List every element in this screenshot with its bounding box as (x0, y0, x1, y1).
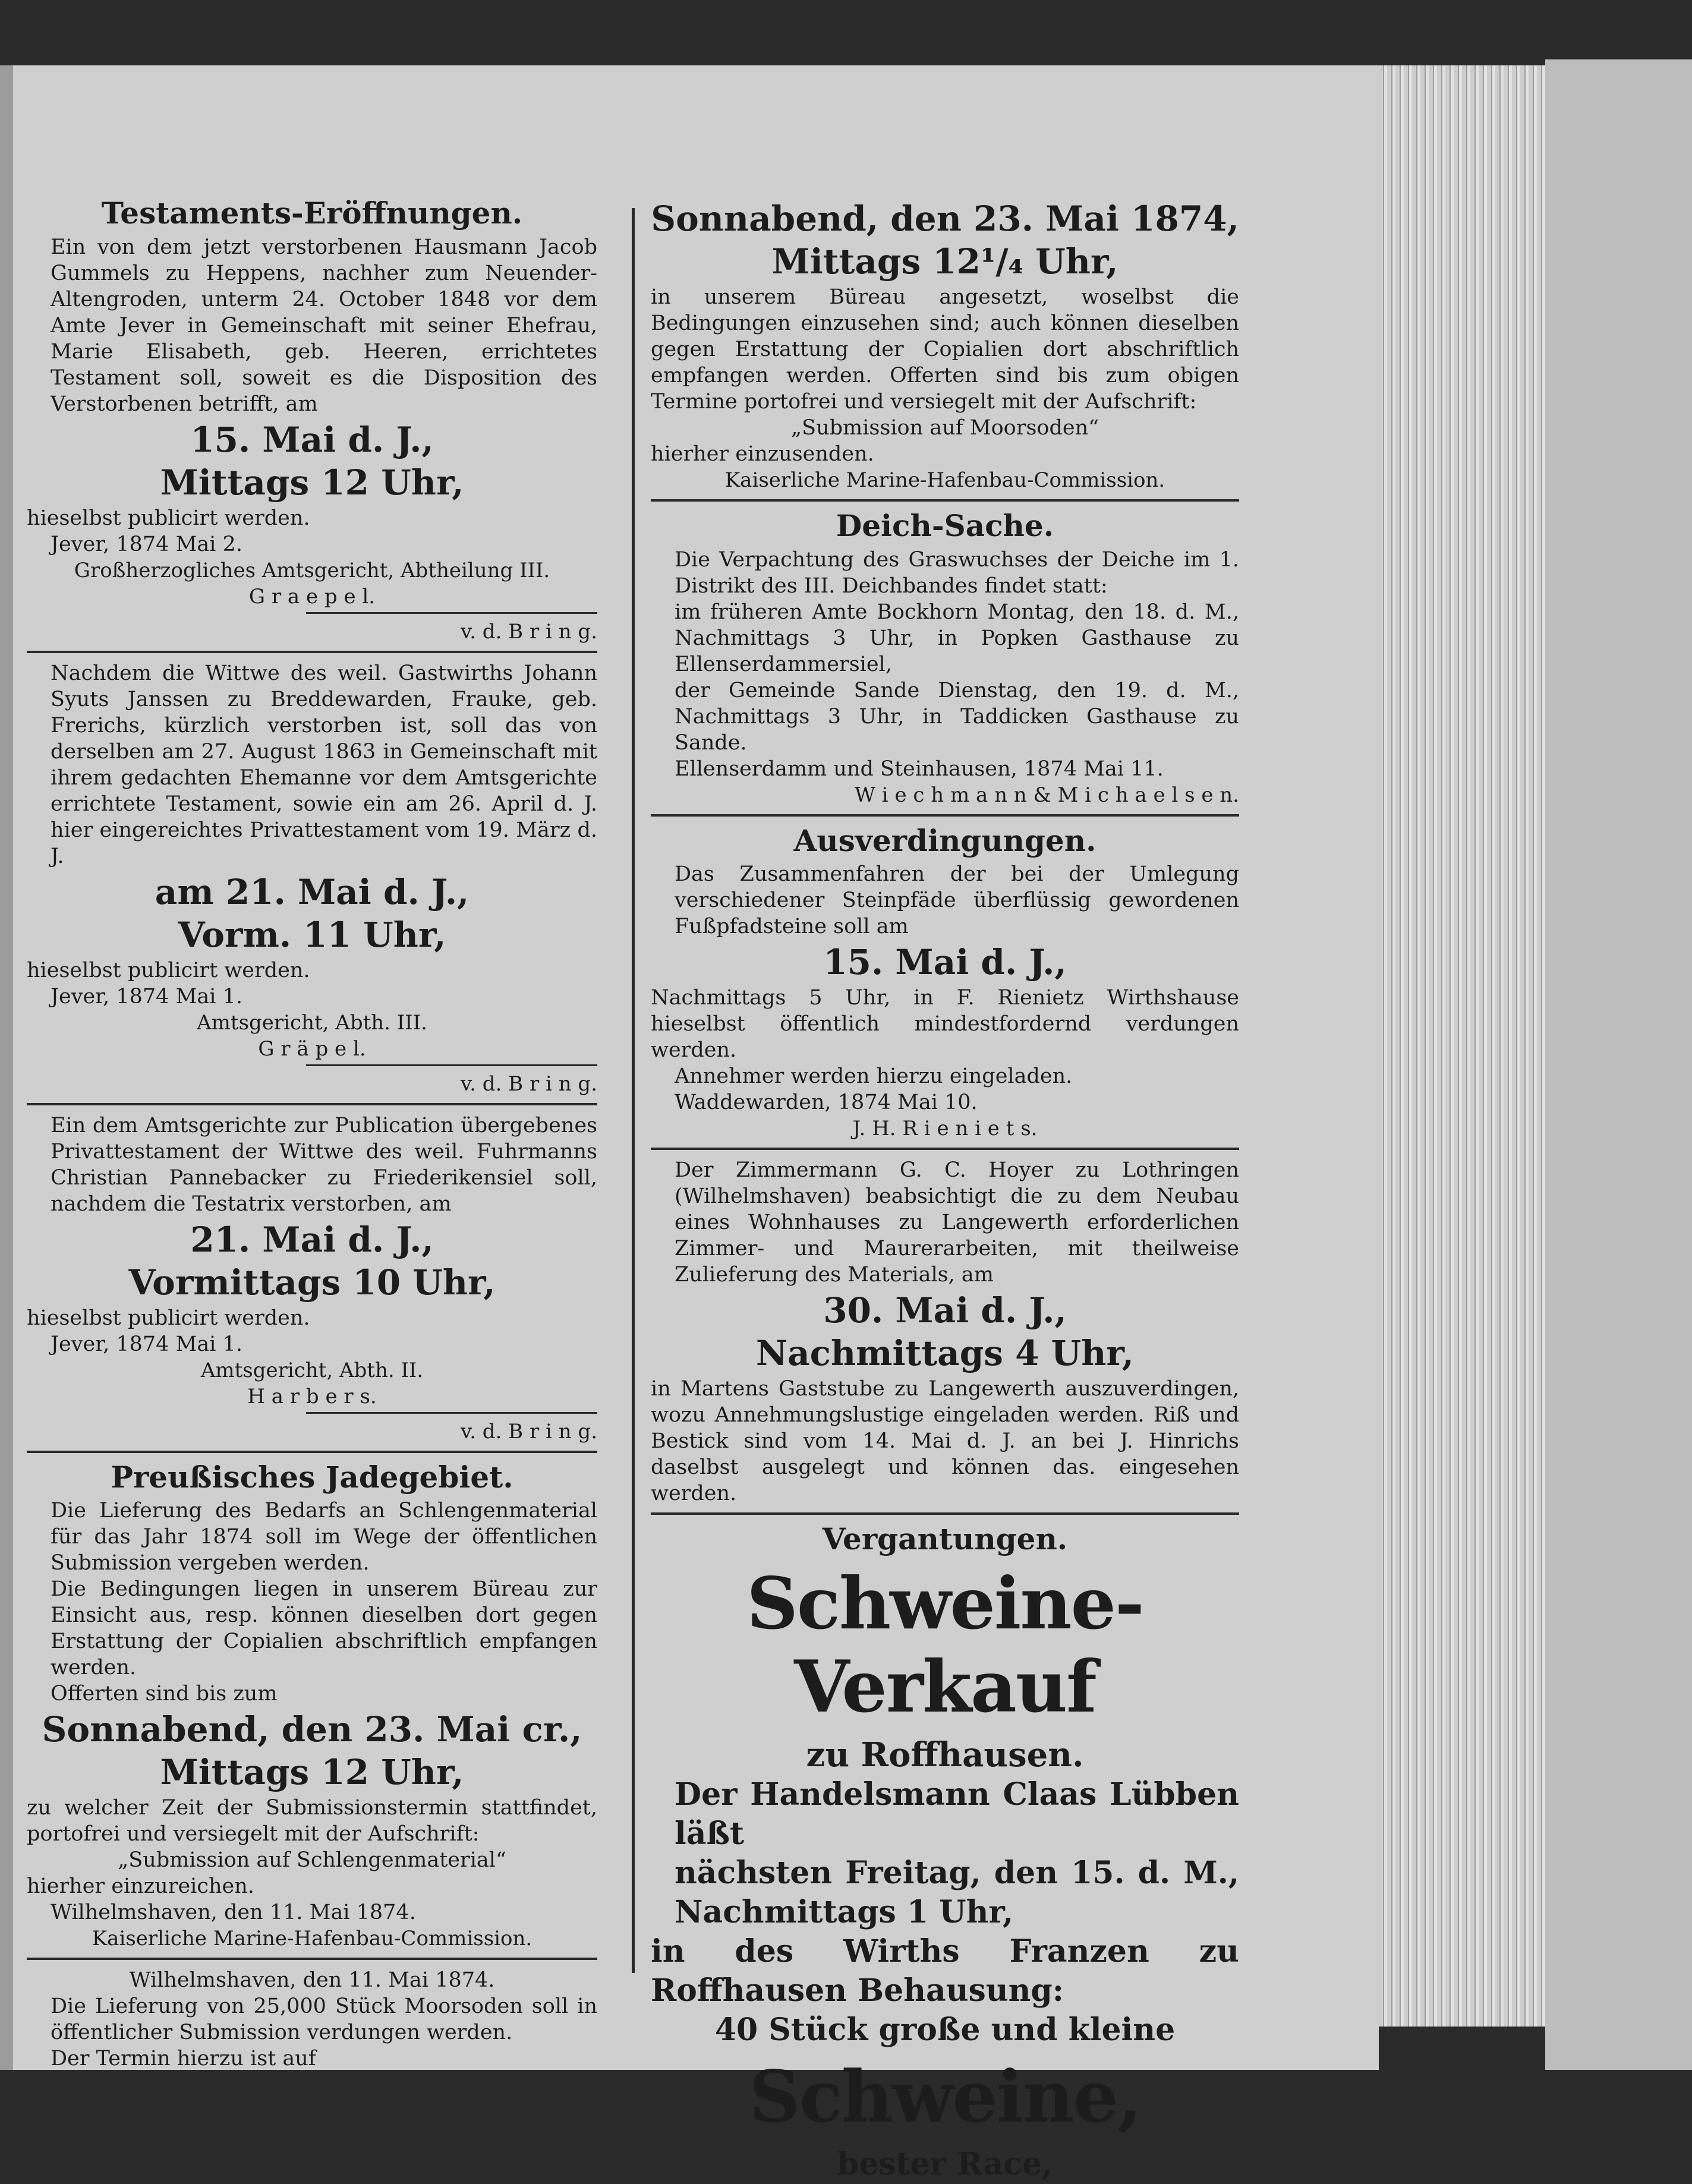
moor-p2: Der Termin hierzu ist auf (51, 2047, 316, 2070)
deich-sign: W i e c h m a n n & M i c h a e l s e n. (855, 783, 1239, 807)
notice-time: Vorm. 11 Uhr, (178, 914, 446, 955)
vergant-p1: Der Handelsmann Claas Lübben läßt (675, 1776, 1239, 1852)
book-cover (1545, 59, 1692, 2070)
right-column (651, 196, 1239, 2184)
testament-heading: Testaments-Eröffnungen. (101, 196, 523, 231)
section-rule (27, 1958, 597, 1960)
zimmer-time: Nachmittags 4 Uhr, (756, 1333, 1134, 1373)
jade-time: Mittags 12 Uhr, (160, 1752, 464, 1792)
deich-p2: im früheren Amte Bockhorn Montag, den 18. d. M., Nachmittags 3 Uhr, in Popken Gasthause zu Ellenserdammersiel, (675, 600, 1239, 676)
moor-date: Sonnabend, den 23. Mai 1874, (651, 198, 1239, 239)
notice-after: hieselbst publicirt werden. (27, 958, 310, 982)
notice-judge: H a r b e r s. (247, 1384, 377, 1408)
ausverd-heading: Ausverdingungen. (793, 822, 1097, 858)
notice-judge: G r ä p e l. (258, 1036, 366, 1061)
jade-quote: „Submission auf Schlengenmaterial“ (118, 1848, 506, 1872)
notice-judge: G r a e p e l. (248, 584, 376, 609)
notice-place: Jever, 1874 Mai 1. (51, 984, 242, 1009)
vergant-headline: Schweine-Verkauf (746, 1561, 1143, 1729)
ausverd-place: Waddewarden, 1874 Mai 10. (675, 1091, 978, 1114)
section-rule (651, 1512, 1239, 1515)
vergant-heading: Vergantungen. (822, 1521, 1068, 1556)
notice-place: Jever, 1874 Mai 1. (51, 1332, 242, 1356)
notice-time: Mittags 12 Uhr, (160, 462, 464, 503)
ausverd-p1: Das Zusammenfahren der bei der Umlegung verschiedener Steinpfäde überflüssig gewordenen Fußpfadsteine soll am (675, 862, 1239, 938)
section-rule (27, 1103, 597, 1105)
jade-date: Sonnabend, den 23. Mai cr., (42, 1709, 582, 1750)
vergant-p5: bester Race, (837, 2145, 1053, 2182)
notice-body: Ein von dem jetzt verstorbenen Hausmann Jacob Gummels zu Heppens, nachher zum Neuender-Altengroden, unterm 24. October 1848 vor dem Amte Jever in Gemeinschaft mit seiner Ehefrau, Marie Elisabeth, geb. Heeren, errichtetes Testament soll, soweit es die Disposition des Verstorbenen betrifft, am (51, 235, 597, 416)
column-divider (632, 208, 635, 1973)
notice-body: Ein dem Amtsgerichte zur Publication übergebenes Privattestament der Wittwe des weil. Fuhrmanns Christian Pannebacker zu Friederikensiel soll, nachdem die Testatrix verstorben, am (51, 1113, 597, 1216)
jade-p3: Offerten sind bis zum (51, 1682, 278, 1706)
vergant-animal: Schweine, (749, 2054, 1141, 2139)
moor-sign: Kaiserliche Marine-Hafenbau-Commission. (724, 468, 1165, 492)
jade-p1: Die Lieferung des Bedarfs an Schlengenmaterial für das Jahr 1874 soll im Wege der öffentlichen Submission vergeben werden. (51, 1499, 597, 1575)
deich-heading: Deich-Sache. (836, 508, 1054, 543)
jade-place: Wilhelmshaven, den 11. Mai 1874. (51, 1901, 416, 1924)
jade-p4: zu welcher Zeit der Submissionstermin stattfindet, portofrei und versiegelt mit der Aufschrift: (27, 1796, 597, 1846)
binding-gutter (0, 65, 13, 2070)
ausverd-notice (651, 824, 1239, 1142)
section-rule (27, 651, 597, 653)
zimmer-notice (651, 1157, 1239, 1507)
notice-court: Großherzogliches Amtsgericht, Abtheilung III. (74, 558, 550, 582)
testament-notice-3 (27, 1113, 597, 1445)
section-rule (27, 1451, 597, 1453)
ausverd-date: 15. Mai d. J., (823, 942, 1067, 982)
jade-notice (27, 1460, 597, 1952)
left-column (27, 196, 597, 2072)
notice-clerk: v. d. B r i n g. (461, 1071, 597, 1096)
notice-date: 21. Mai d. J., (190, 1219, 434, 1260)
notice-clerk: v. d. B r i n g. (461, 619, 597, 644)
section-rule (651, 814, 1239, 817)
moor-cont-p1: in unserem Büreau angesetzt, woselbst die Bedingungen einzusehen sind; auch können dieselben gegen Erstattung der Copialien dort abschriftlich empfangen werden. Offerten sind bis zum obigen Termine portofrei und versiegelt mit der Aufschrift: (651, 285, 1239, 414)
ausverd-p3: Annehmer werden hierzu eingeladen. (675, 1064, 1073, 1088)
moor-notice (27, 1967, 597, 2072)
moor-notice-continued (651, 198, 1239, 493)
notice-court: Amtsgericht, Abth. III. (197, 1010, 427, 1035)
notice-clerk: v. d. B r i n g. (461, 1419, 597, 1444)
vergant-p4: 40 Stück große und kleine (714, 2011, 1176, 2048)
notice-time: Vormittags 10 Uhr, (128, 1262, 496, 1303)
section-rule (651, 499, 1239, 502)
vergant-notice (651, 1522, 1239, 2184)
notice-body: Nachdem die Wittwe des weil. Gastwirths Johann Syuts Janssen zu Breddewarden, Frauke, geb. Frerichs, kürzlich verstorben ist, soll das von derselben am 27. August 1863 in Gemeinschaft mit ihrem gedachten Ehemanne vor dem Amtsgerichte errichtete Testament, sowie ein am 26. April d. J. hier eingereichtes Privattestament vom 19. März d. J. (51, 661, 597, 868)
signature-rule (306, 1064, 597, 1066)
testament-notice-2 (27, 660, 597, 1097)
jade-p5: hierher einzureichen. (27, 1874, 254, 1898)
moor-time: Mittags 12¹/₄ Uhr, (771, 241, 1118, 282)
notice-court: Amtsgericht, Abth. II. (200, 1358, 424, 1382)
deich-p3: der Gemeinde Sande Dienstag, den 19. d. M., Nachmittags 3 Uhr, in Taddicken Gasthause zu Sande. (675, 678, 1239, 755)
zimmer-date: 30. Mai d. J., (823, 1290, 1067, 1331)
vergant-sub: zu Roffhausen. (806, 1735, 1084, 1775)
notice-date: am 21. Mai d. J., (155, 871, 470, 912)
signature-rule (306, 612, 597, 614)
vergant-p3: in des Wirths Franzen zu Roffhausen Behausung: (651, 1933, 1239, 2009)
ausverd-p2: Nachmittags 5 Uhr, in F. Rienietz Wirthshause hieselbst öffentlich mindestfordernd verdungen werden. (651, 986, 1239, 1062)
moor-place: Wilhelmshaven, den 11. Mai 1874. (129, 1968, 495, 1992)
ausverd-sign: J. H. R i e n i e t s. (852, 1117, 1038, 1140)
moor-p1: Die Lieferung von 25,000 Stück Moorsoden soll in öffentlicher Submission verdungen werden. (51, 1994, 597, 2044)
notice-after: hieselbst publicirt werden. (27, 506, 310, 530)
moor-quote: „Submission auf Moorsoden“ (790, 416, 1099, 440)
moor-cont-p2: hierher einzusenden. (651, 442, 874, 466)
signature-rule (306, 1412, 597, 1414)
notice-place: Jever, 1874 Mai 2. (51, 532, 242, 556)
testament-notice-1 (27, 234, 597, 645)
zimmer-p2: in Martens Gaststube zu Langewerth auszuverdingen, wozu Annehmungslustige eingeladen werden. Riß und Bestick sind vom 14. Mai d. J. an bei J. Hinrichs daselbst ausgelegt und können das. eingesehen werden. (651, 1377, 1239, 1505)
section-rule (651, 1148, 1239, 1150)
deich-p1: Die Verpachtung des Graswuchses der Deiche im 1. Distrikt des III. Deichbandes findet statt: (675, 547, 1239, 598)
zimmer-p1: Der Zimmermann G. C. Hoyer zu Lothringen (Wilhelmshaven) beabsichtigt die zu dem Neubau eines Wohnhauses zu Langewerth erforderlichen Zimmer- und Maurerarbeiten, mit theilweise Zulieferung des Materials, am (675, 1158, 1239, 1287)
deich-notice (651, 509, 1239, 808)
jade-p2: Die Bedingungen liegen in unserem Büreau zur Einsicht aus, resp. können dieselben dort gegen Erstattung der Copialien abschriftlich empfangen werden. (51, 1577, 597, 1679)
page-edges (1379, 65, 1551, 2027)
jade-heading: Preußisches Jadegebiet. (111, 1459, 513, 1495)
notice-date: 15. Mai d. J., (190, 419, 434, 460)
deich-place: Ellenserdamm und Steinhausen, 1874 Mai 11. (675, 757, 1164, 781)
jade-sign: Kaiserliche Marine-Hafenbau-Commission. (92, 1927, 533, 1950)
notice-after: hieselbst publicirt werden. (27, 1306, 310, 1330)
vergant-p2: nächsten Freitag, den 15. d. M., Nachmittags 1 Uhr, (675, 1854, 1239, 1930)
